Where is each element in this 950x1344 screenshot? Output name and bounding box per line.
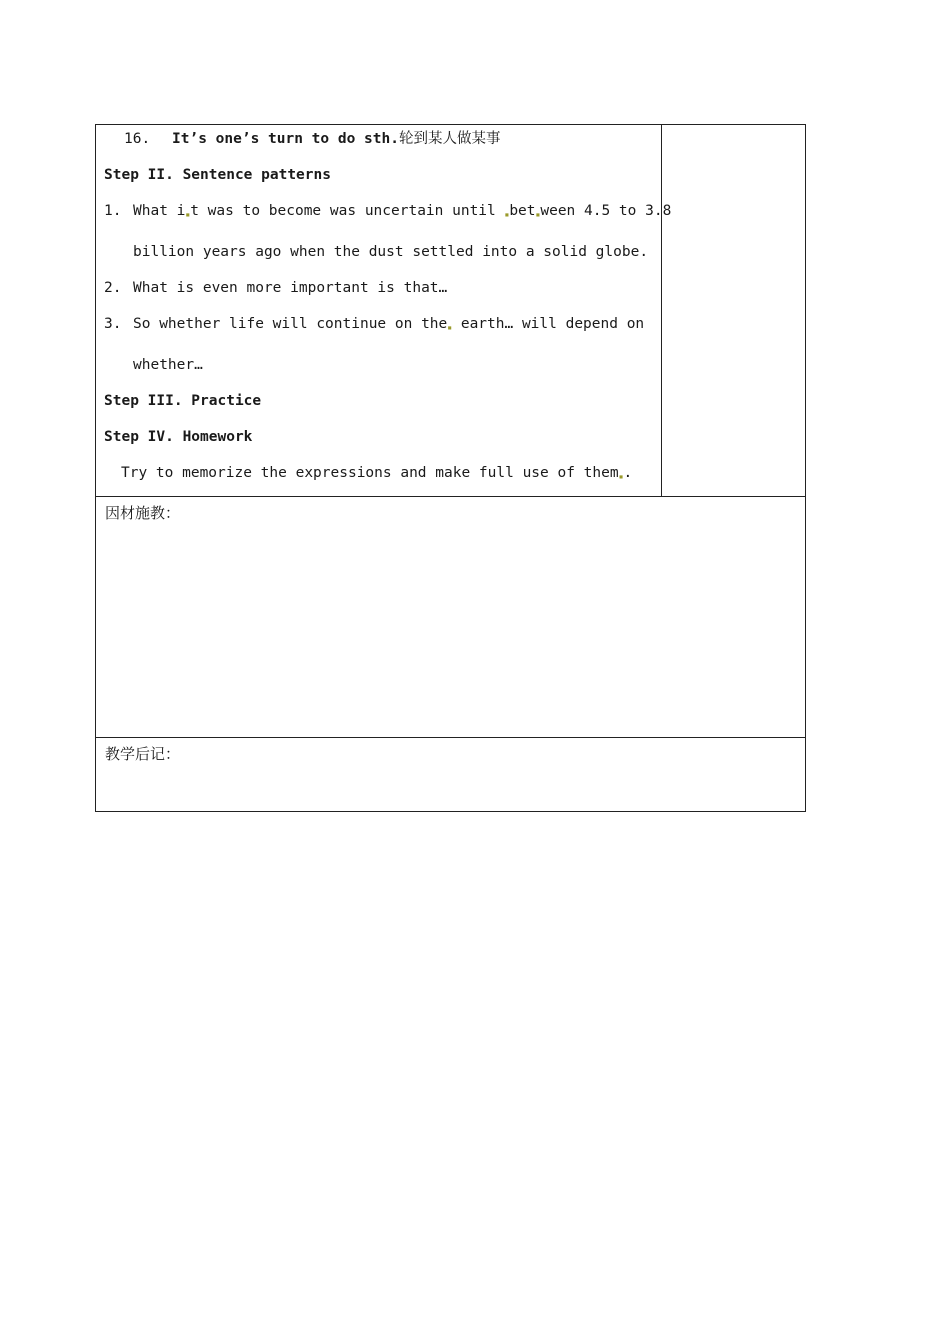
- pattern-3-text-a: So whether life will continue on the: [133, 316, 448, 332]
- pattern-1-text-d: ween 4.5 to 3.8: [540, 203, 672, 219]
- edit-mark: ▪: [504, 210, 510, 219]
- step-2-heading: Step II. Sentence patterns: [104, 167, 331, 183]
- pattern-2: [104, 278, 447, 298]
- pattern-1-line-1: [104, 201, 671, 225]
- pattern-2-number: 2.: [104, 280, 122, 296]
- pattern-1-number: 1.: [104, 203, 122, 219]
- homework-text: [121, 463, 632, 487]
- pattern-3-text-b: earth… will depend on: [452, 316, 645, 332]
- pattern-2-text: What is even more important is that…: [133, 280, 448, 296]
- pattern-3-line-2: whether…: [133, 357, 203, 373]
- step-3-heading: Step III. Practice: [104, 393, 262, 409]
- item-16-text: It’s one’s turn to do sth.: [172, 131, 399, 147]
- homework-sentence: Try to memorize the expressions and make full use of them: [121, 465, 619, 481]
- content-cell: [96, 125, 672, 497]
- side-cell: [661, 125, 805, 497]
- edit-mark: ▪: [447, 323, 453, 332]
- item-16-number: 16.: [124, 131, 151, 147]
- notes-row: [96, 497, 806, 738]
- notes-cell: [96, 497, 806, 738]
- reflection-label: 教学后记：: [105, 745, 181, 763]
- pattern-3-number: 3.: [104, 316, 122, 332]
- notes-label: 因材施教：: [105, 504, 181, 522]
- reflection-cell: [96, 738, 806, 812]
- lesson-plan-table: [95, 124, 806, 812]
- edit-mark: ▪: [185, 210, 191, 219]
- item-16-chinese: 轮到某人做某事: [398, 131, 501, 147]
- pattern-1-text-b: t was to become was uncertain until: [190, 203, 505, 219]
- pattern-3-line-1: [104, 314, 644, 338]
- homework-period: .: [623, 465, 633, 481]
- content-row: [96, 125, 806, 497]
- edit-mark: ▪: [618, 472, 624, 481]
- reflection-row: [96, 738, 806, 812]
- item-16: [124, 129, 500, 149]
- pattern-1-text-a: What i: [133, 203, 186, 219]
- step-4-heading: Step IV. Homework: [104, 429, 253, 445]
- pattern-1-line-2: billion years ago when the dust settled into a solid globe.: [133, 244, 649, 260]
- edit-mark: ▪: [535, 210, 541, 219]
- pattern-1-text-c: bet: [509, 203, 536, 219]
